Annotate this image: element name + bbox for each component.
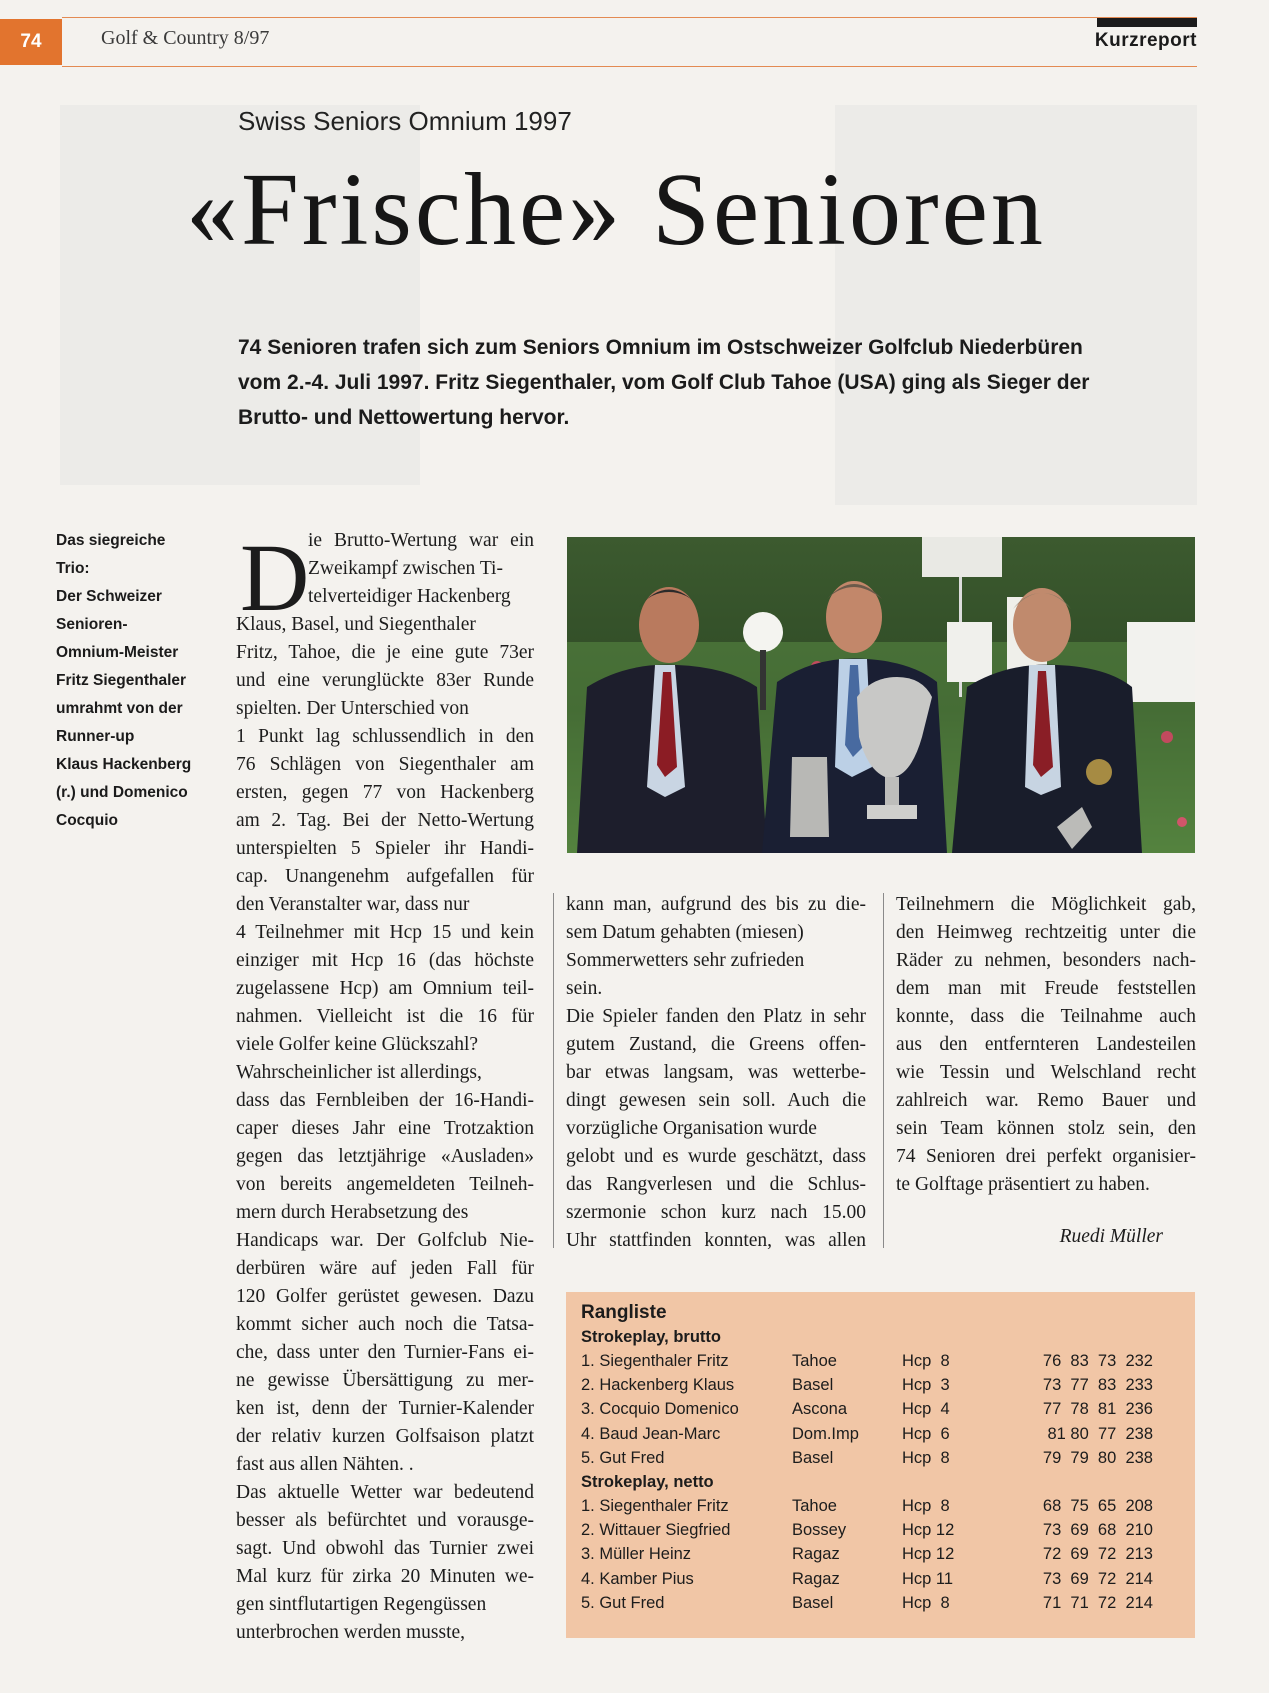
- body-line: unterspielten 5 Spieler ihr Handi-: [236, 838, 534, 859]
- player-name: 4. Baud Jean-Marc: [581, 1424, 721, 1443]
- author-byline: Ruedi Müller: [1059, 1226, 1163, 1247]
- caption-line: (r.) und Domenico: [56, 784, 188, 801]
- result-row: [581, 1545, 1181, 1569]
- body-line: von bereits angemeldeten Teilneh-: [236, 1174, 534, 1195]
- player-name: 2. Wittauer Siegfried: [581, 1521, 731, 1540]
- result-row: [581, 1449, 1181, 1473]
- club-name: Tahoe: [792, 1352, 837, 1370]
- player-name: 3. Müller Heinz: [581, 1545, 692, 1564]
- body-line: Räder zu nehmen, besonders nach-: [896, 950, 1196, 971]
- section-bar: [1097, 18, 1197, 27]
- body-line: dass das Fernbleiben der 16-Handi-: [236, 1090, 534, 1111]
- caption-line: Fritz Siegenthaler: [56, 672, 187, 689]
- club-name: Dom.Imp: [792, 1424, 859, 1443]
- body-line: vorzügliche Organisation wurde: [566, 1118, 817, 1139]
- round-scores: 73 69 68 210: [1042, 1521, 1153, 1540]
- column-rule-1: [553, 893, 554, 1248]
- body-line: nahmen. Vielleicht ist die 16 für: [236, 1006, 534, 1027]
- magazine-title: Golf & Country 8/97: [101, 27, 270, 49]
- lead-line: 74 Senioren trafen sich zum Seniors Omnium im Ostschweizer Golfclub Niederbüren: [238, 336, 1083, 359]
- result-row: [581, 1497, 1181, 1521]
- body-line: dem man mit Freude feststellen: [896, 978, 1196, 999]
- body-line: einziger mit Hcp 16 (das höchste: [236, 950, 534, 971]
- section-label: Kurzreport: [1094, 30, 1197, 51]
- result-row: [581, 1594, 1181, 1618]
- club-name: Bossey: [792, 1521, 847, 1540]
- body-line: sein.: [566, 978, 603, 999]
- header-rule-top: [62, 17, 1197, 18]
- body-line: spielten. Der Unterschied von: [236, 698, 469, 719]
- handicap: Hcp 4: [902, 1400, 950, 1419]
- body-line: ken ist, denn der Turnier-Kalender: [236, 1398, 534, 1419]
- body-line: der relativ kurzen Golfsaison platzt: [236, 1426, 534, 1447]
- round-scores: 79 79 80 238: [1042, 1448, 1153, 1467]
- body-line: fast aus allen Nähten. .: [236, 1454, 414, 1475]
- body-line: viele Golfer keine Glückszahl?: [236, 1034, 479, 1055]
- body-line: besser als befürchtet und vorausge-: [236, 1510, 534, 1531]
- handicap: Hcp 11: [902, 1569, 954, 1588]
- body-line: Handicaps war. Der Golfclub Nie-: [236, 1230, 534, 1251]
- brutto-heading: Strokeplay, brutto: [581, 1328, 721, 1346]
- round-scores: 73 69 72 214: [1042, 1569, 1153, 1588]
- round-scores: 73 77 83 233: [1042, 1376, 1153, 1395]
- club-name: Ragaz: [792, 1569, 840, 1588]
- body-line: kommt sicher auch noch die Tatsa-: [236, 1314, 534, 1335]
- body-line: Sommerwetters sehr zufrieden: [566, 950, 805, 971]
- caption-line: Cocquio: [56, 812, 118, 829]
- body-line: Fritz, Tahoe, die je eine gute 73er: [236, 642, 534, 663]
- body-line: 74 Senioren drei perfekt organisier-: [896, 1146, 1196, 1167]
- handicap: Hcp 3: [902, 1376, 950, 1395]
- club-name: Ascona: [792, 1400, 848, 1419]
- club-name: Tahoe: [792, 1497, 837, 1515]
- body-line: sem Datum gehabten (miesen): [566, 922, 804, 943]
- body-line: wie Tessin und Welschland recht: [896, 1062, 1196, 1083]
- club-name: Basel: [792, 1593, 834, 1612]
- caption-line: Der Schweizer: [56, 588, 162, 605]
- handicap: Hcp 8: [902, 1448, 950, 1467]
- round-scores: 76 83 73 232: [1042, 1352, 1153, 1370]
- article-headline: «Frische» Senioren: [186, 152, 1046, 267]
- winners-photo: [567, 537, 1195, 853]
- round-scores: 71 71 72 214: [1042, 1593, 1153, 1612]
- result-row: [581, 1570, 1181, 1594]
- body-line: gutem Zustand, die Greens offen-: [566, 1034, 866, 1055]
- body-line: aus den entfernteren Landesteilen: [896, 1034, 1196, 1055]
- netto-heading: Strokeplay, netto: [581, 1473, 714, 1491]
- body-line: 120 Golfer gerüstet gewesen. Dazu: [236, 1286, 534, 1307]
- body-column-3: [896, 891, 1196, 1199]
- body-line: cap. Unangenehm aufgefallen für: [236, 866, 534, 887]
- player-name: 1. Siegenthaler Fritz: [581, 1497, 729, 1515]
- lead-line: Brutto- und Nettowertung hervor.: [238, 406, 570, 429]
- article-lead: [238, 330, 1198, 435]
- result-row: [581, 1376, 1181, 1400]
- caption-line: Klaus Hackenberg: [56, 756, 192, 773]
- body-line: gegen das letztjährige «Ausladen»: [236, 1146, 534, 1167]
- body-line: Uhr stattfinden konnten, was allen: [566, 1230, 866, 1251]
- header-rule-bottom: [62, 66, 1197, 67]
- body-line: szermonie schon kurz nach 15.00: [566, 1202, 866, 1223]
- body-line: unterbrochen werden musste,: [236, 1622, 466, 1643]
- result-row: [581, 1425, 1181, 1449]
- body-line: zahlreich war. Remo Bauer und: [896, 1090, 1196, 1111]
- result-row: [581, 1352, 1181, 1376]
- body-line: 76 Schlägen von Siegenthaler am: [236, 754, 534, 775]
- body-column-2: [566, 891, 866, 1255]
- body-line: Klaus, Basel, und Siegenthaler: [236, 614, 476, 635]
- body-line: derbüren wäre auf jeden Fall für: [236, 1258, 534, 1279]
- body-line: 1 Punkt lag schlussendlich in den: [236, 726, 534, 747]
- body-line: sagt. Und obwohl das Turnier zwei: [236, 1538, 534, 1559]
- caption-line: Das siegreiche: [56, 532, 166, 549]
- body-line: Mal kurz für zirka 20 Minuten we-: [236, 1566, 534, 1587]
- caption-line: Omnium-Meister: [56, 644, 179, 661]
- player-name: 2. Hackenberg Klaus: [581, 1376, 735, 1395]
- article-kicker: Swiss Seniors Omnium 1997: [238, 106, 572, 136]
- handicap: Hcp 8: [902, 1352, 950, 1370]
- body-line: mern durch Herabsetzung des: [236, 1202, 469, 1223]
- caption-line: Senioren-: [56, 616, 128, 633]
- drop-cap: D: [240, 524, 310, 631]
- handicap: Hcp 8: [902, 1497, 950, 1515]
- body-line: telverteidiger Hackenberg: [308, 586, 511, 607]
- body-line: kann man, aufgrund des bis zu die-: [566, 894, 866, 915]
- player-name: 5. Gut Fred: [581, 1593, 665, 1612]
- body-column-1: [236, 524, 534, 1647]
- caption-line: umrahmt von der: [56, 700, 183, 717]
- round-scores: 81 80 77 238: [1047, 1424, 1153, 1443]
- caption-line: Trio:: [56, 560, 90, 577]
- body-line: Teilnehmern die Möglichkeit gab,: [896, 894, 1196, 915]
- body-line: zugelassene Hcp) am Omnium teil-: [236, 978, 534, 999]
- rangliste-title: Rangliste: [581, 1302, 667, 1323]
- body-line: das Rangverlesen und die Schlus-: [566, 1174, 866, 1195]
- body-line: Wahrscheinlicher ist allerdings,: [236, 1062, 482, 1083]
- club-name: Ragaz: [792, 1545, 840, 1564]
- round-scores: 77 78 81 236: [1042, 1400, 1153, 1419]
- body-line: Die Spieler fanden den Platz in sehr: [566, 1006, 866, 1027]
- body-line: 4 Teilnehmer mit Hcp 15 und kein: [236, 922, 534, 943]
- body-line: und eine verunglückte 83er Runde: [236, 670, 534, 691]
- body-line: dingt gewesen sein soll. Auch die: [566, 1090, 866, 1111]
- body-line: caper dieses Jahr eine Trotzaktion: [236, 1118, 534, 1139]
- rangliste-box: [566, 1292, 1195, 1638]
- club-name: Basel: [792, 1376, 834, 1395]
- result-row: [581, 1521, 1181, 1545]
- lead-line: vom 2.-4. Juli 1997. Fritz Siegenthaler, vom Golf Club Tahoe (USA) ging als Sieger der: [238, 371, 1090, 394]
- photo-caption: [56, 527, 221, 835]
- body-line: gelobt und es wurde geschätzt, dass: [566, 1146, 866, 1167]
- player-name: 3. Cocquio Domenico: [581, 1400, 739, 1419]
- body-line: ersten, gegen 77 von Hackenberg: [236, 782, 534, 803]
- page-number: 74: [0, 19, 62, 65]
- player-name: 5. Gut Fred: [581, 1448, 665, 1467]
- caption-line: Runner-up: [56, 728, 135, 745]
- player-name: 1. Siegenthaler Fritz: [581, 1352, 729, 1370]
- round-scores: 72 69 72 213: [1042, 1545, 1153, 1564]
- handicap: Hcp 12: [902, 1545, 955, 1564]
- body-line: gen sintflutartigen Regengüssen: [236, 1594, 487, 1615]
- body-line: Das aktuelle Wetter war bedeutend: [236, 1482, 534, 1503]
- round-scores: 68 75 65 208: [1042, 1497, 1153, 1515]
- body-line: am 2. Tag. Bei der Netto-Wertung: [236, 810, 534, 831]
- body-line: sein Team können stolz sein, den: [896, 1118, 1196, 1139]
- handicap: Hcp 8: [902, 1593, 950, 1612]
- body-line: te Golftage präsentiert zu haben.: [896, 1174, 1150, 1195]
- body-line: bar etwas langsam, was wetterbe-: [566, 1062, 866, 1083]
- body-line: Zweikampf zwischen Ti-: [308, 558, 503, 579]
- body-line: den Veranstalter war, dass nur: [236, 894, 470, 915]
- handicap: Hcp 6: [902, 1424, 950, 1443]
- handicap: Hcp 12: [902, 1521, 955, 1540]
- player-name: 4. Kamber Pius: [581, 1569, 694, 1588]
- body-line: che, dass unter den Turnier-Fans ei-: [236, 1342, 534, 1363]
- result-row: [581, 1400, 1181, 1424]
- club-name: Basel: [792, 1448, 834, 1467]
- body-line: ne gewisse Übersättigung zu mer-: [236, 1370, 534, 1391]
- body-line: den Heimweg rechtzeitig unter die: [896, 922, 1196, 943]
- body-line: ie Brutto-Wertung war ein: [308, 530, 534, 551]
- body-line: konnte, dass die Teilnahme auch: [896, 1006, 1196, 1027]
- column-rule-2: [883, 893, 884, 1248]
